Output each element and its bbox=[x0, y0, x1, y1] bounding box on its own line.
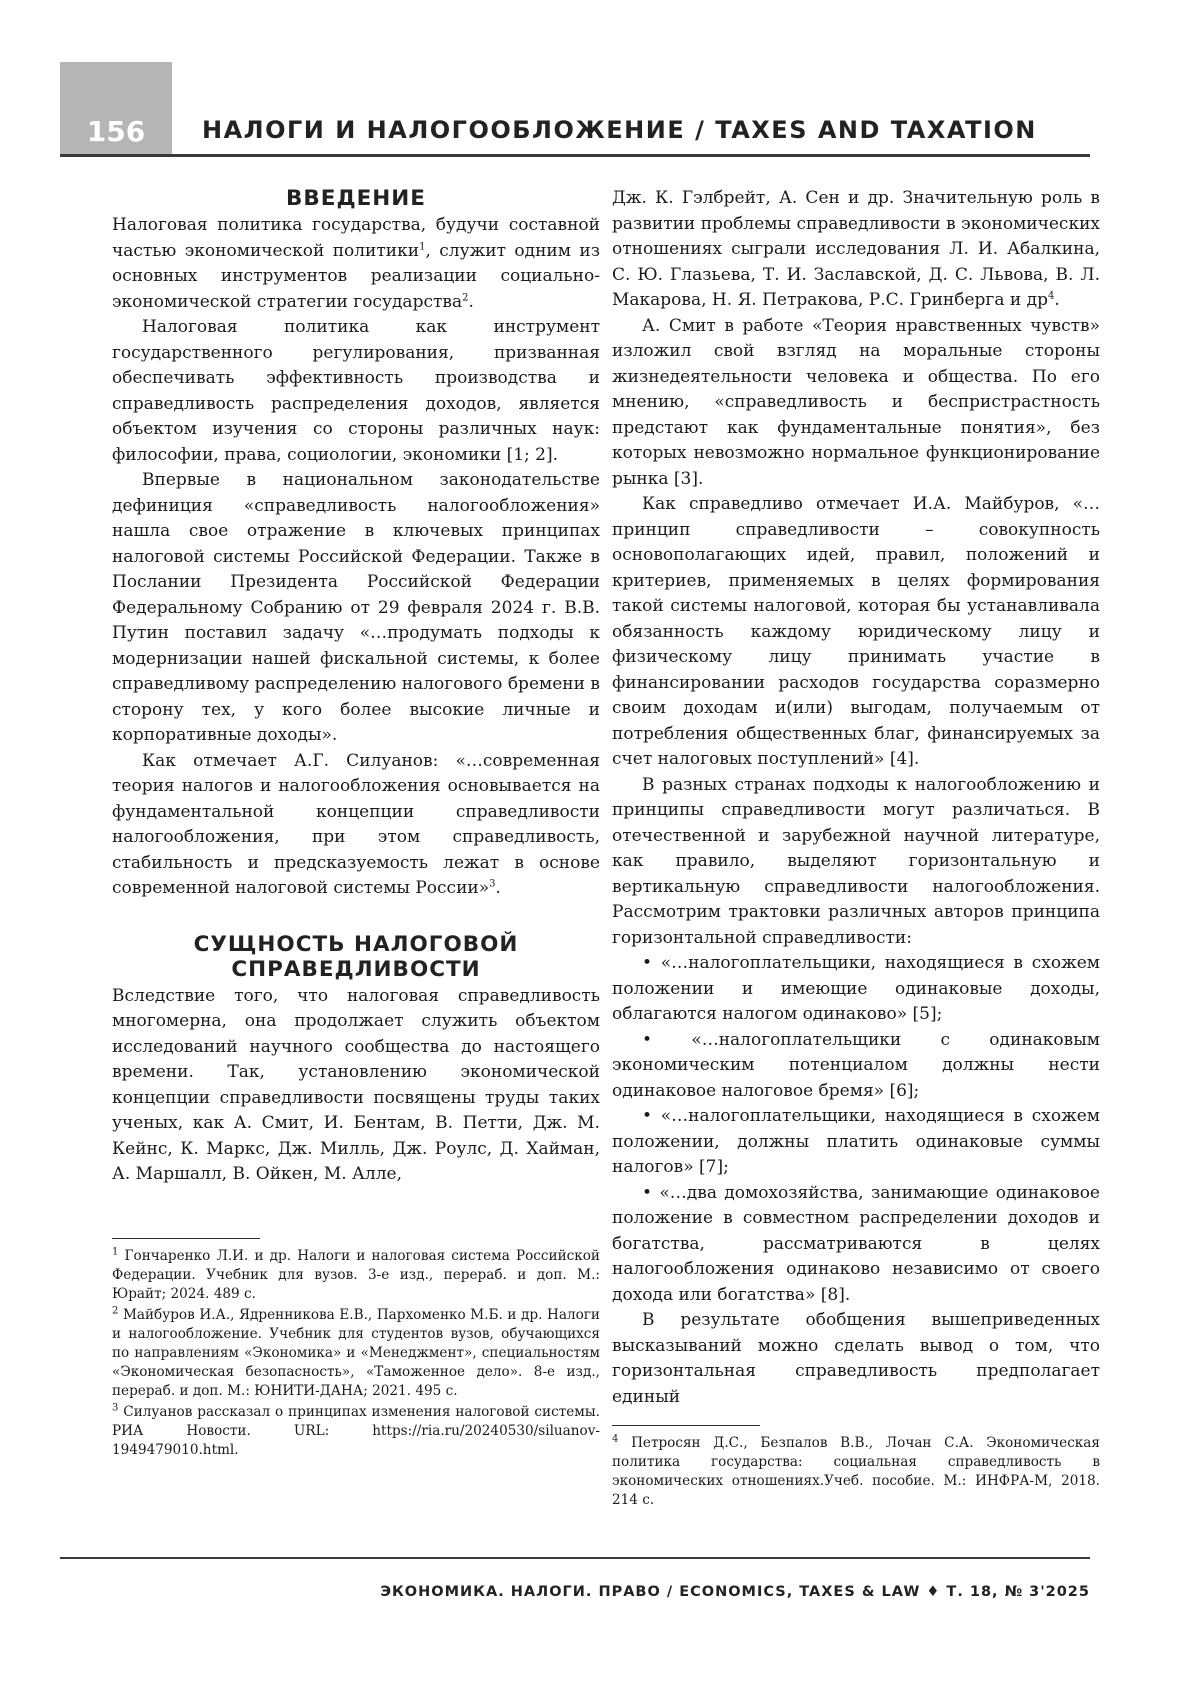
footnote: $^1$ Гончаренко Л.И. и др. Налоги и налоговая система Российской Федерации. Учебник для вузов. 3-е изд., перераб. и доп. М.: Юрайт; 2024. 489 с. bbox=[112, 1246, 600, 1302]
footnote-ref: 4 bbox=[1047, 290, 1055, 302]
bullet-item: • «…налогоплательщики, находящиеся в схожем положении и имеющие одинаковые доходы, облагаются налогом одинаково» [5]; bbox=[612, 953, 1100, 1024]
bullet-item: • «…налогоплательщики с одинаковым экономическим потенциалом должны нести одинаковое налоговое бремя» [6]; bbox=[612, 1029, 1100, 1101]
paragraph: Вследствие того, что налоговая справедливость многомерна, она продолжает служить объектом исследований научного сообщества до настоящего времени. Так, установлению экономической концепции справедливости посвящены труды таких ученых, как А. Смит, И. Бентам, В. Петти, Дж. М. Кейнс, К. Маркс, Дж. Милль, Дж. Роулс, Д. Хайман, А. Маршалл, В. Ойкен, М. Алле, bbox=[112, 985, 600, 1184]
paragraph: В разных странах подходы к налогообложению и принципы справедливости могут различаться. В отечественной и зарубежной научной литературе, как правило, выделяют горизонтальную и вертикальную справедливости налогообложения. Рассмотрим трактовки различных авторов принципа горизонтальной справедливости: bbox=[612, 774, 1100, 948]
header-rule bbox=[60, 154, 1090, 157]
page-number: 156 bbox=[86, 115, 146, 148]
footnote-ref: 1 bbox=[419, 240, 426, 252]
paragraph: Как отмечает А.Г. Силуанов: «…современная теория налогов и налогообложения основывается на фундаментальной концепции справедливости налогообложения, при этом справедливость, стабильность и предсказуемость лежат в основе современной налоговой системы России»$^3$. bbox=[112, 750, 600, 898]
footnote: $^4$ Петросян Д.С., Безпалов В.В., Лочан С.А. Экономическая политика государства: социальная справедливость в экономических отношениях.Учеб. пособие. М.: ИНФРА-М, 2018. 214 с. bbox=[612, 1433, 1100, 1508]
paragraph: Налоговая политика как инструмент государственного регулирования, призванная обеспечивать эффективность производства и справедливость распределения доходов, является объектом изучения со стороны различных наук: философии, права, социологии, экономики [1; 2]. bbox=[112, 317, 600, 465]
footer-rule bbox=[60, 1557, 1090, 1559]
footnote: $^3$ Силуанов рассказал о принципах изменения налоговой системы. РИА Новости. URL: https://ria.ru/20240530/siluanov-1949479010.html. bbox=[112, 1402, 600, 1458]
footnotes-left bbox=[112, 1238, 600, 1462]
footnote-rule bbox=[112, 1238, 260, 1239]
paragraph: В результате обобщения вышеприведенных высказываний можно сделать вывод о том, что горизонтальная справедливость предполагает единый bbox=[612, 1310, 1100, 1407]
paragraph: Впервые в национальном законодательстве дефиниция «справедливость налогообложения» нашла свое отражение в ключевых принципах налоговой системы Российской Федерации. Также в Послании Президента Российской Федерации Федеральному Собранию от 29 февраля 2024 г. В.В. Путин поставил задачу «…продумать подходы к модернизации нашей фискальной системы, к более справедливому распределению налогового бремени в сторону тех, у кого более высокие личные и корпоративные доходы». bbox=[112, 470, 600, 745]
journal-footer: ЭКОНОМИКА. НАЛОГИ. ПРАВО / ECONOMICS, TAXES & LAW ♦ Т. 18, № 3'2025 bbox=[380, 1584, 1090, 1600]
bullet-item: • «…два домохозяйства, занимающие одинаковое положение в совместном распределении доходов и богатства, рассматриваются в целях налогообложения одинаково независимо от своего дохода или богатства» [8]. bbox=[612, 1182, 1100, 1305]
bullet-item: • «…налогоплательщики, находящиеся в схожем положении, должны платить одинаковые суммы налогов» [7]; bbox=[612, 1106, 1100, 1177]
heading-introduction: ВВЕДЕНИЕ bbox=[286, 186, 426, 211]
page-header bbox=[60, 62, 1090, 156]
heading-essence: СУЩНОСТЬ НАЛОГОВОЙ СПРАВЕДЛИВОСТИ bbox=[193, 931, 519, 982]
paragraph: А. Смит в работе «Теория нравственных чувств» изложил свой взгляд на моральные стороны жизнедеятельности человека и общества. По его мнению, «справедливость и беспристрастность предстают как фундаментальные понятия», без которых невозможно нормальное функционирование рынка [3]. bbox=[612, 315, 1100, 489]
paragraph: Как справедливо отмечает И.А. Майбуров, «…принцип справедливости – совокупность основополагающих идей, правил, положений и критериев, применяемых в целях формирования такой системы налоговой, которая бы устанавливала обязанность каждому юридическому лицу и физическому лицу принимать участие в финансировании расходов государства соразмерно своим доходам и(или) выгодам, получаемым от потребления общественных благ, финансируемых за счет налоговых поступлений» [4]. bbox=[612, 494, 1100, 769]
footnote-ref: 2 bbox=[462, 291, 469, 303]
footnote: $^2$ Майбуров И.А., Ядренникова Е.В., Пархоменко М.Б. и др. Налоги и налогообложение. Учебник для студентов вузов, обучающихся по направлениям «Экономика» и «Менеджмент», специальностям «Экономическая безопасность», «Таможенное дело». 8-е изд., перераб. и доп. М.: ЮНИТИ-ДАНА; 2021. 495 с. bbox=[112, 1305, 600, 1399]
footnote-ref: 3 bbox=[489, 878, 496, 890]
left-column bbox=[112, 186, 600, 1188]
page-number-box bbox=[60, 62, 172, 154]
footnotes-right bbox=[612, 1425, 1100, 1512]
footnote-rule bbox=[612, 1425, 760, 1426]
right-column bbox=[612, 186, 1100, 1410]
section-title: НАЛОГИ И НАЛОГООБЛОЖЕНИЕ / TAXES AND TAXATION bbox=[202, 116, 1037, 144]
paragraph: Дж. К. Гэлбрейт, А. Сен и др. Значительную роль в развитии проблемы справедливости в экономических отношениях сыграли исследования Л. И. Абалкина, С. Ю. Глазьева, Т. И. Заславской, Д. С. Львова, В. Л. Макарова, Н. Я. Петракова, Р.С. Гринберга и $др^4$. bbox=[612, 188, 1100, 310]
paragraph: Налоговая политика государства, будучи составной частью экономической политики$^1$, служит одним из основных инструментов реализации социально-экономической стратегии государства$^2$. bbox=[112, 215, 600, 312]
